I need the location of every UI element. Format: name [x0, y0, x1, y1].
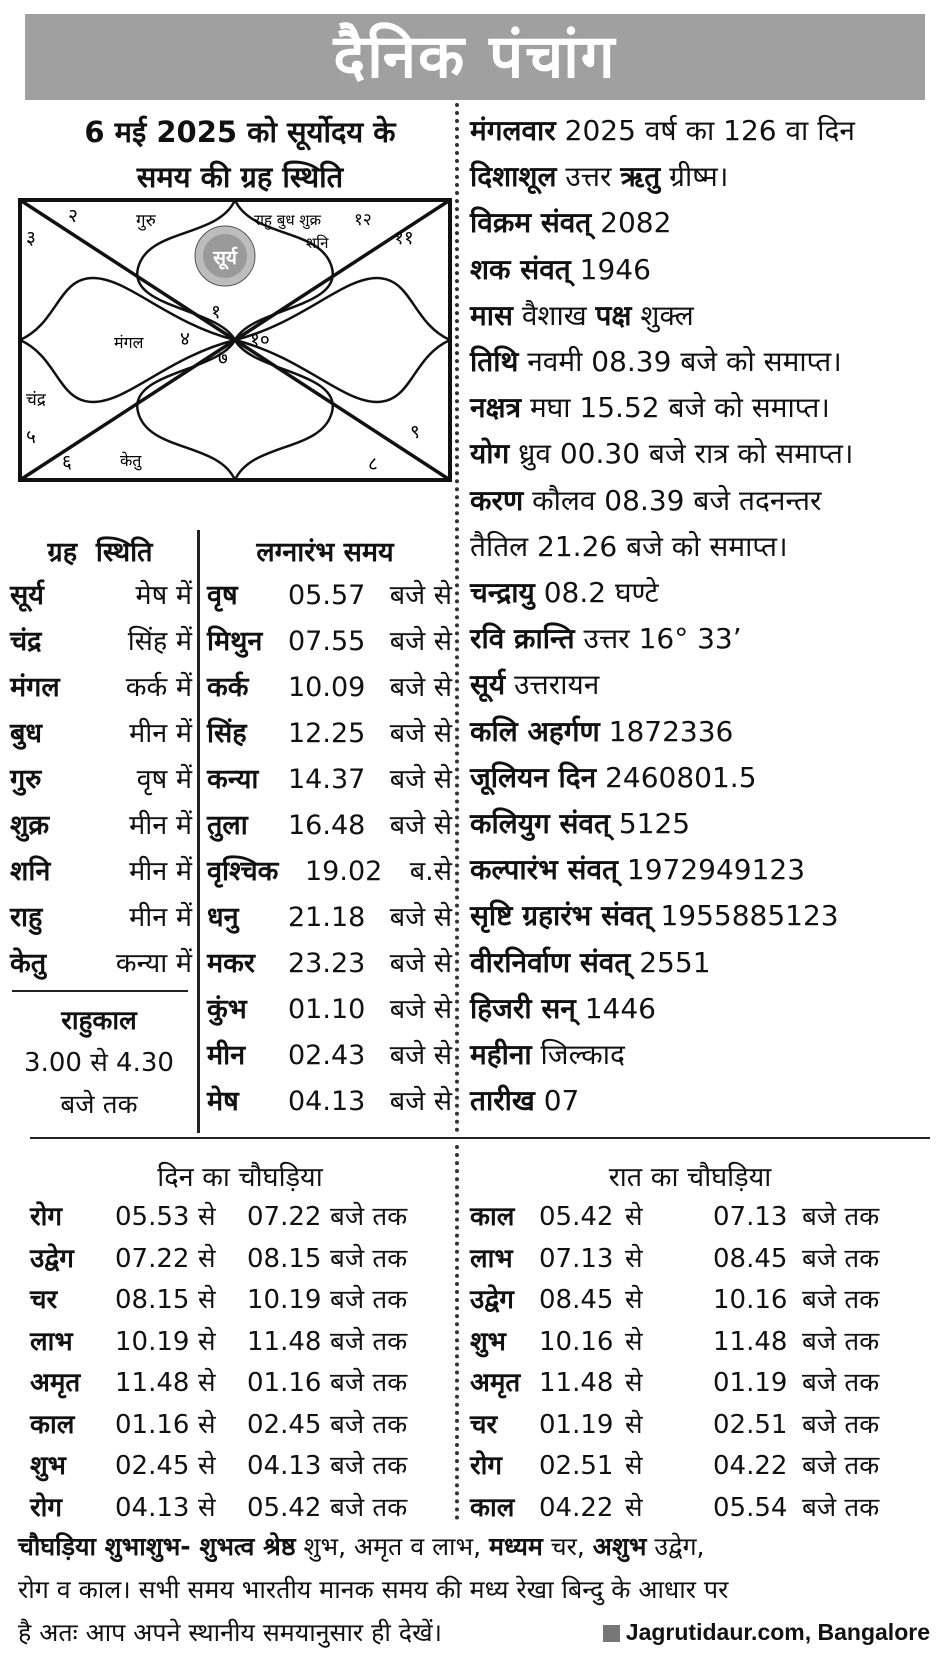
separator-bottom: [455, 1145, 459, 1520]
lagna-row: कुंभ 01.10 बजे से: [207, 994, 452, 1025]
raat-row: शुभ 10.16 से 11.48 बजे तक: [470, 1326, 880, 1357]
house-1-num: १: [211, 301, 221, 323]
din-row: शुभ 02.45 से 04.13 बजे तक: [30, 1451, 408, 1481]
kundali-chart: [18, 198, 452, 482]
lagna-row: कर्क 10.09 बजे से: [207, 672, 452, 703]
raat-row: लाभ 07.13 से 08.45 बजे तक: [470, 1243, 880, 1274]
panchang-row: रवि क्रान्ति उत्तर 16° 33’: [470, 622, 742, 656]
graha-row: मंगल कर्क में: [10, 672, 192, 703]
panchang-row: करण कौलव 08.39 बजे तदनन्तर: [470, 483, 822, 517]
raat-row: काल 04.22 से 05.54 बजे तक: [470, 1492, 880, 1523]
lagna-row: मेष 04.13 बजे से: [207, 1086, 452, 1117]
lagna-row: तुला 16.48 बजे से: [207, 810, 452, 841]
choghadiya-divider: [30, 1137, 930, 1139]
house-10-num: १०: [250, 329, 270, 351]
panchang-row: सूर्य उत्तरायन: [470, 668, 600, 702]
separator-top: [455, 103, 459, 1133]
panchang-row: हिजरी सन् 1446: [470, 991, 656, 1025]
graha-row: गुरु वृष में: [10, 764, 192, 795]
panchang-row: कल्पारंभ संवत् 1972949123: [470, 853, 806, 887]
rahukaal-box: [8, 1000, 190, 1126]
panchang-row: तिथि नवमी 08.39 बजे को समाप्त।: [470, 345, 842, 379]
house-3-num: ३: [26, 227, 36, 249]
din-row: उद्वेग 07.22 से 08.15 बजे तक: [30, 1243, 408, 1274]
raat-row: काल 05.42 से 07.13 बजे तक: [470, 1202, 880, 1232]
panchang-row: कलियुग संवत् 5125: [470, 807, 691, 841]
panchang-row: सृष्टि ग्रहारंभ संवत् 1955885123: [470, 899, 839, 933]
house-5-planets: चंद्र: [26, 390, 46, 410]
panchang-list: [470, 108, 940, 1124]
house-4-planets: मंगल: [114, 333, 144, 352]
panchang-row: विक्रम संवत् 2082: [470, 206, 672, 240]
graha-row: शुक्र मीन में: [10, 810, 192, 841]
lagna-heading: लग्नारंभ समय: [256, 537, 394, 568]
panchang-row: जूलियन दिन 2460801.5: [470, 760, 757, 794]
graha-sthiti-table: [10, 573, 192, 987]
rahukaal-line1: 3.00 से 4.30: [24, 1048, 174, 1078]
rahukaal-divider: [12, 990, 188, 992]
lagna-row: सिंह 12.25 बजे से: [207, 718, 452, 749]
lagna-row: मकर 23.23 बजे से: [207, 948, 452, 979]
panchang-row: चन्द्रायु 08.2 घण्टे: [470, 576, 659, 610]
house-7-num: ७: [218, 347, 228, 369]
house-11-num: ११: [394, 227, 414, 249]
panchang-row: कलि अहर्गण 1872336: [470, 714, 734, 748]
chart-heading-line2: समय की ग्रह स्थिति: [136, 160, 344, 194]
panchang-row: वीरनिर्वाण संवत् 2551: [470, 945, 711, 979]
graha-row: बुध मीन में: [10, 718, 192, 749]
house-9-num: ९: [410, 421, 420, 443]
raat-row: चर 01.19 से 02.51 बजे तक: [470, 1409, 880, 1440]
lagna-row: मीन 02.43 बजे से: [207, 1040, 452, 1071]
panchang-row: मास वैशाख पक्ष शुक्ल: [470, 298, 694, 332]
graha-row: चंद्र सिंह में: [10, 626, 192, 657]
page-title: दैनिक पंचांग: [25, 14, 925, 100]
rahukaal-heading: राहुकाल: [61, 1006, 137, 1036]
panchang-row: मंगलवार 2025 वर्ष का 126 वा दिन: [470, 114, 855, 147]
sun-label: सूर्य: [213, 247, 237, 269]
graha-row: सूर्य मेष में: [10, 580, 192, 611]
din-row: रोग 05.53 से 07.22 बजे तक: [30, 1202, 408, 1232]
house-12-num: १२: [354, 210, 372, 230]
house-12-planets: राहु बुध शुक्र: [254, 211, 322, 229]
house-6-planets: केतु: [120, 451, 142, 470]
square-bullet-icon: [603, 1625, 620, 1642]
raat-choghadiya-table: [470, 1197, 910, 1529]
din-choghadiya-table: [30, 1197, 450, 1529]
din-choghadiya-heading: दिन का चौघड़िया: [157, 1162, 323, 1193]
din-row: अमृत 11.48 से 01.16 बजे तक: [30, 1368, 408, 1398]
lagna-row: वृश्चिक 19.02 ब.से: [207, 856, 452, 887]
separator-graha-lagna: [197, 530, 200, 1133]
shani-label: शनि: [306, 234, 329, 252]
house-5-num: ५: [26, 426, 36, 448]
graha-sthiti-heading: ग्रह स्थिति: [47, 537, 153, 568]
din-row: लाभ 10.19 से 11.48 बजे तक: [30, 1326, 408, 1357]
house-2-planets: गुरु: [136, 211, 156, 231]
panchang-row: योग ध्रुव 00.30 बजे रात्र को समाप्त।: [470, 437, 854, 471]
house-2-num: २: [68, 205, 78, 227]
panchang-row: महीना जिल्काद: [470, 1038, 625, 1072]
house-4-num: ४: [180, 328, 190, 350]
din-row: रोग 04.13 से 05.42 बजे तक: [30, 1492, 408, 1523]
lagna-table: [207, 573, 452, 1125]
raat-row: अमृत 11.48 से 01.19 बजे तक: [470, 1368, 880, 1398]
house-6-num: ६: [62, 451, 72, 473]
raat-choghadiya-heading: रात का चौघड़िया: [608, 1162, 772, 1193]
chart-heading-line1: 6 मई 2025 को सूर्योदय के: [84, 115, 396, 149]
panchang-row: तारीख 07: [470, 1084, 580, 1118]
panchang-row: नक्षत्र मघा 15.52 बजे को समाप्त।: [470, 391, 830, 425]
raat-row: उद्वेग 08.45 से 10.16 बजे तक: [470, 1285, 880, 1315]
lagna-row: मिथुन 07.55 बजे से: [207, 626, 452, 657]
chart-heading: [30, 110, 450, 200]
rahukaal-line2: बजे तक: [60, 1090, 138, 1120]
footer-note: चौघड़िया शुभाशुभ- शुभत्व श्रेष्ठ शुभ, अमृत व लाभ, मध्यम चर, अशुभ उद्वेग, रोग व काल। सभी समय भारतीय मानक समय की मध्य रेखा बिन्दु के आधार पर है अतः आप अपने स्थानीय समयानुसार ही देखें। Jagrutidaur.com, Bangalore: [18, 1525, 936, 1654]
panchang-row: दिशाशूल उत्तर ऋतु ग्रीष्म।: [470, 160, 729, 194]
sun-icon: [195, 226, 255, 286]
brand-credit: Jagrutidaur.com, Bangalore: [603, 1611, 930, 1654]
panchang-row: शक संवत् 1946: [470, 252, 651, 286]
din-row: काल 01.16 से 02.45 बजे तक: [30, 1409, 408, 1440]
house-8-num: ८: [368, 453, 378, 475]
raat-row: रोग 02.51 से 04.22 बजे तक: [470, 1451, 880, 1481]
lagna-row: वृष 05.57 बजे से: [207, 580, 452, 611]
graha-row: शनि मीन में: [10, 856, 192, 887]
graha-row: राहु मीन में: [10, 902, 192, 933]
din-row: चर 08.15 से 10.19 बजे तक: [30, 1285, 408, 1315]
lagna-row: कन्या 14.37 बजे से: [207, 764, 452, 795]
graha-row: केतु कन्या में: [10, 948, 192, 979]
lagna-row: धनु 21.18 बजे से: [207, 902, 452, 933]
panchang-row: तैतिल 21.26 बजे को समाप्त।: [470, 529, 788, 563]
